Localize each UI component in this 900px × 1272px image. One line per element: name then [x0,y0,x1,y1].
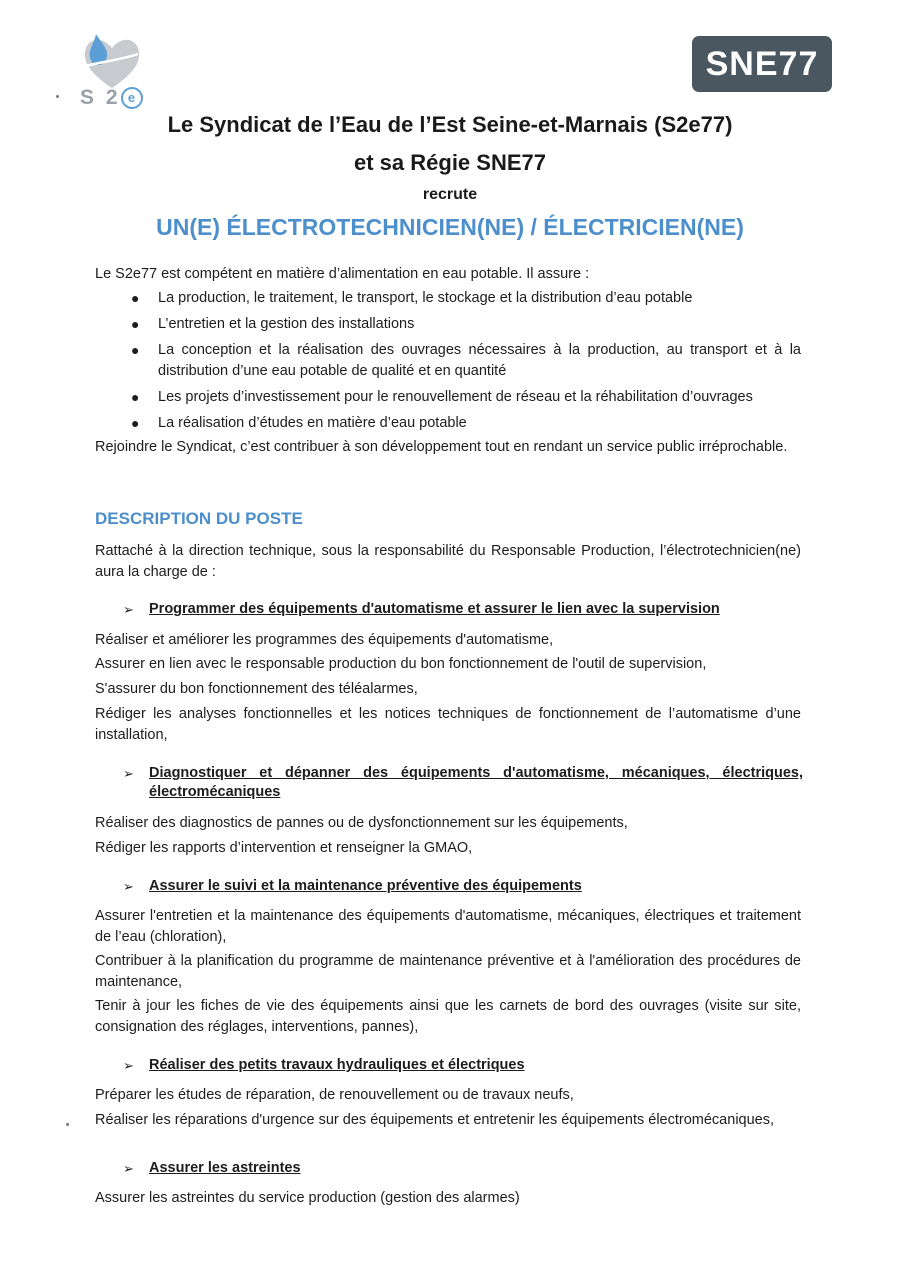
list-item: ● La conception et la réalisation des ouvrages nécessaires à la production, au transport et à la distribution d’une eau potable de qualité et en quantité [131,342,801,379]
task-item: Rédiger les analyses fonctionnelles et les notices techniques de fonctionnement de l’automatisme d’une installation, [95,706,801,743]
list-item: ● La réalisation d’études en matière d’eau potable [95,413,801,434]
job-title: UN(E) ÉLECTROTECHNICIEN(NE) / ÉLECTRICIEN(NE) [156,214,744,240]
task-item: Assurer l'entretien et la maintenance des équipements d'automatisme, mécaniques, électriques et traitement de l’eau (chloration), [95,908,801,945]
arrow-icon: ➢ [123,1161,134,1176]
task-item: Contribuer à la planification du programme de maintenance préventive et à l'amélioration des procédures de maintenance, [95,953,801,990]
list-item: ● La production, le traitement, le transport, le stockage et la distribution d’eau potable [95,288,801,309]
task-item: S'assurer du bon fonctionnement des téléalarmes, [95,681,418,697]
subsection-heading: ➢ Programmer des équipements d'automatisme et assurer le lien avec la supervision [123,601,720,617]
arrow-icon: ➢ [123,1058,134,1073]
list-item: ● L’entretien et la gestion des installations [95,314,801,335]
task-item: Assurer en lien avec le responsable production du bon fonctionnement de l'outil de supervision, [95,656,707,672]
intro-closing: Rejoindre le Syndicat, c’est contribuer à son développement tout en rendant un service public irréprochable. [95,439,788,455]
arrow-icon: ➢ [123,766,134,781]
task-item: Réaliser des diagnostics de pannes ou de dysfonctionnement sur les équipements, [95,815,628,831]
intro-lead: Le S2e77 est compétent en matière d’alimentation en eau potable. Il assure : [95,266,590,282]
bullet-icon: ● [131,290,140,306]
task-item: Tenir à jour les fiches de vie des équipements ainsi que les carnets de bord des ouvrages (visite sur site, consignation des réglages, interventions, pannes), [95,998,801,1035]
s2e-logo-text: S 2 e [80,86,143,110]
task-item: Assurer les astreintes du service production (gestion des alarmes) [95,1190,520,1206]
intro-bullet-list [95,288,801,439]
bullet-icon: ● [131,415,140,431]
subsection-heading: ➢ Assurer les astreintes [123,1160,301,1176]
task-item: Réaliser et améliorer les programmes des équipements d'automatisme, [95,632,554,648]
description-lead: Rattaché à la direction technique, sous la responsabilité du Responsable Production, l’électrotechnicien(ne) aura la charge de : [95,543,801,580]
scan-speck [66,1123,69,1126]
arrow-icon: ➢ [123,879,134,894]
e-circle-icon: e [121,87,143,109]
task-item: Préparer les études de réparation, de renouvellement ou de travaux neufs, [95,1087,574,1103]
recrute-label: recrute [422,186,478,203]
subsection-heading: ➢ Réaliser des petits travaux hydrauliques et électriques [123,1057,525,1073]
page-subtitle: et sa Régie SNE77 [354,150,546,175]
description-title: DESCRIPTION DU POSTE [95,509,303,528]
list-item: ● Les projets d’investissement pour le renouvellement de réseau et la réhabilitation d’ouvrages [95,387,801,408]
subsection-heading: ➢ Assurer le suivi et la maintenance préventive des équipements [123,878,582,894]
sne77-logo: SNE77 [692,36,832,92]
bullet-icon: ● [131,342,140,358]
arrow-icon: ➢ [123,602,134,617]
page-title: Le Syndicat de l’Eau de l’Est Seine-et-Marnais (S2e77) [167,112,733,137]
bullet-icon: ● [131,316,140,332]
task-item: Rédiger les rapports d’intervention et renseigner la GMAO, [95,840,473,856]
task-item: Réaliser les réparations d'urgence sur des équipements et entretenir les équipements électromécaniques, [95,1112,775,1128]
scan-speck [56,95,59,98]
subsection-heading: ➢ Diagnostiquer et dépanner des équipements d'automatisme, mécaniques, électriques, électromécaniques [123,765,803,800]
bullet-icon: ● [131,389,140,405]
